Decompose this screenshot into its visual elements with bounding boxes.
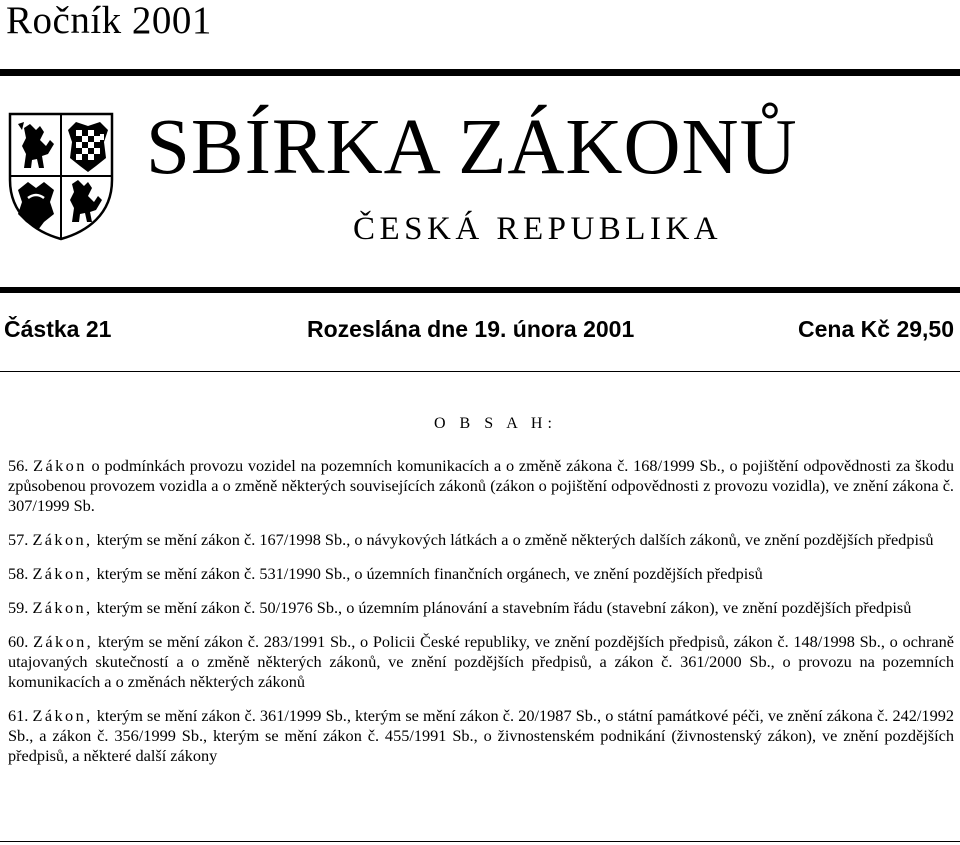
item-kind: Zákon, <box>32 564 93 583</box>
list-item <box>8 564 954 584</box>
item-text: kterým se mění zákon č. 50/1976 Sb., o územním plánování a stavebním řádu (stavební zákon), ve znění pozdějších předpisů <box>96 598 912 617</box>
header-bottom-rule <box>0 371 960 372</box>
issue-price: Cena Kč 29,50 <box>798 316 954 342</box>
item-number: 57. <box>8 530 29 549</box>
header-rule <box>0 287 960 293</box>
contents-heading: O B S A H: <box>434 415 557 432</box>
item-kind: Zákon, <box>32 706 93 725</box>
list-item <box>8 598 954 618</box>
masthead-subtitle: ČESKÁ REPUBLIKA <box>353 211 723 247</box>
list-item <box>8 706 954 766</box>
item-number: 58. <box>8 564 29 583</box>
contents-list <box>8 456 954 780</box>
item-text: o podmínkách provozu vozidel na pozemních komunikacích a o změně zákona č. 168/1999 Sb., o pojištění odpovědnosti za škodu způsobenou provozem vozidla a o změně některých souvisejících zákonů (zákon o pojištění odpovědnosti z provozu vozidla), ve znění zákona č. 307/1999 Sb. <box>8 456 955 515</box>
item-text: kterým se mění zákon č. 361/1999 Sb., kterým se mění zákon č. 20/1987 Sb., o státní památkové péči, ve znění zákona č. 242/1992 Sb., a zákon č. 356/1999 Sb., kterým se mění zákon č. 455/1991 Sb., o živnostenském podnikání (živnostenský zákon), ve znění pozdějších předpisů, a některé další zákony <box>8 706 954 765</box>
item-kind: Zákon, <box>32 530 93 549</box>
item-number: 56. <box>8 456 29 475</box>
masthead-title: SBÍRKA ZÁKONŮ <box>146 104 798 191</box>
item-number: 61. <box>8 706 29 725</box>
item-kind: Zákon, <box>33 632 94 651</box>
volume-year: Ročník 2001 <box>6 0 212 42</box>
item-kind: Zákon, <box>32 598 93 617</box>
bottom-rule <box>0 841 960 842</box>
item-text: kterým se mění zákon č. 167/1998 Sb., o návykových látkách a o změně některých dalších zákonů, ve znění pozdějších předpisů <box>96 530 934 549</box>
list-item <box>8 530 954 550</box>
list-item <box>8 456 954 516</box>
top-rule <box>0 69 960 76</box>
coat-of-arms-emblem <box>6 110 116 242</box>
item-text: kterým se mění zákon č. 283/1991 Sb., o Policii České republiky, ve znění pozdějších předpisů, zákon č. 148/1998 Sb., o ochraně utajovaných skutečností a o změně některých zákonů, ve znění pozdějších předpisů, a zákon č. 361/2000 Sb., o provozu na pozemních komunikacích a o změnách některých zákonů <box>8 632 954 691</box>
list-item <box>8 632 954 692</box>
item-number: 59. <box>8 598 29 617</box>
issue-part: Částka 21 <box>4 316 112 342</box>
item-kind: Zákon <box>33 456 87 475</box>
issue-distribution-date: Rozeslána dne 19. února 2001 <box>307 316 635 342</box>
item-text: kterým se mění zákon č. 531/1990 Sb., o územních finančních orgánech, ve znění pozdějších předpisů <box>96 564 763 583</box>
item-number: 60. <box>8 632 29 651</box>
